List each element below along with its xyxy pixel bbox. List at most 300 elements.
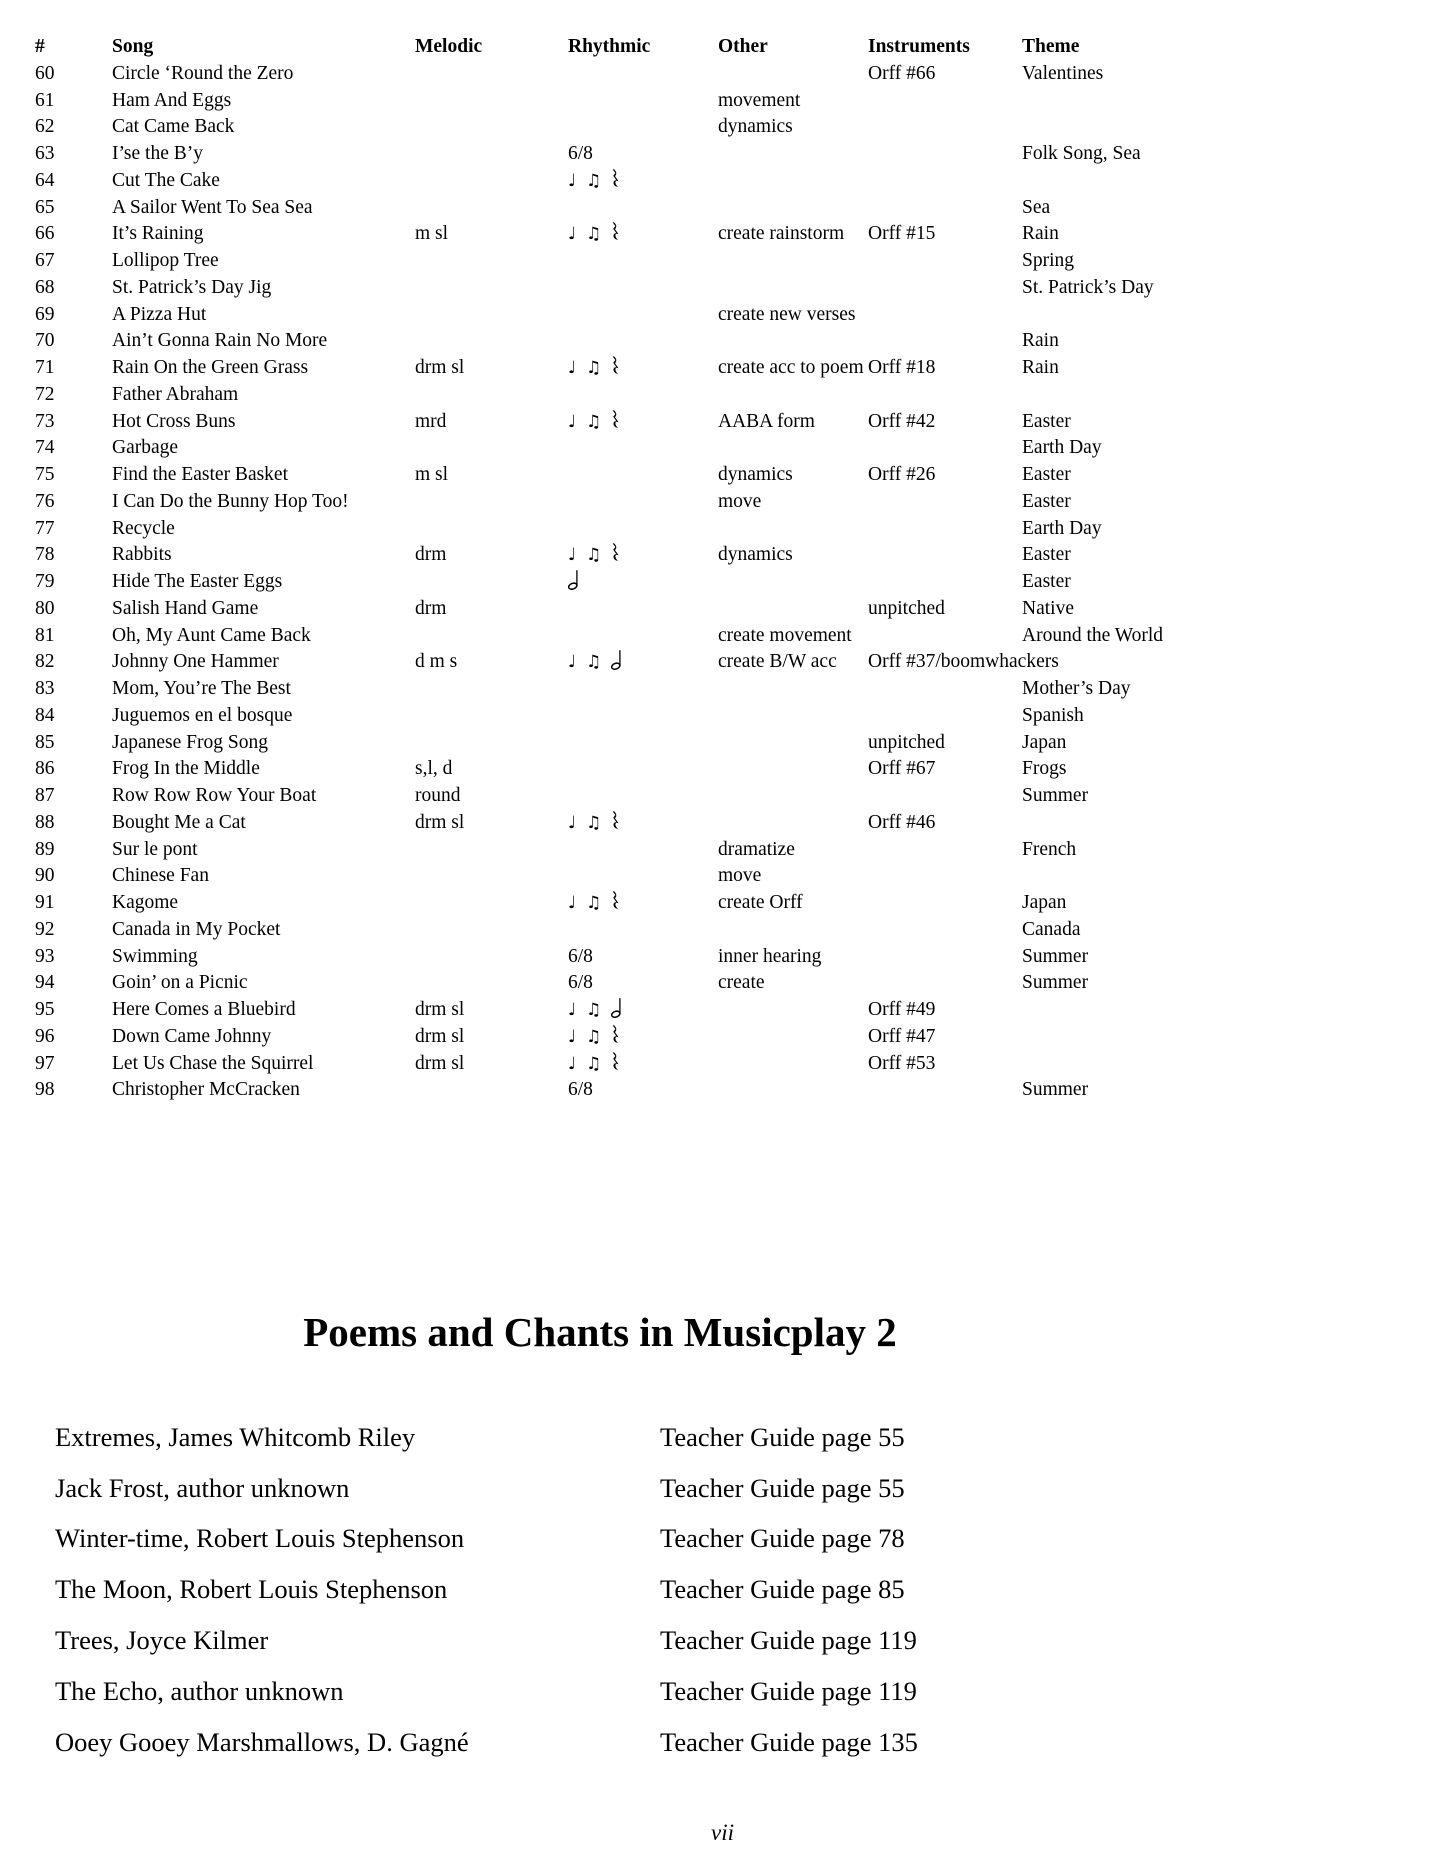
poem-title: The Echo, author unknown <box>55 1675 344 1706</box>
instruments-cell <box>868 837 1022 864</box>
table-row <box>35 168 1420 195</box>
table-row <box>35 863 1420 890</box>
song-number: 78 <box>35 544 55 566</box>
rhythmic-cell <box>568 302 718 329</box>
quarter-rest-icon <box>611 410 621 430</box>
melodic-cell: drm sl <box>415 357 465 378</box>
song-title: St. Patrick’s Day Jig <box>112 276 272 298</box>
page-number: vii <box>711 1820 734 1845</box>
theme-cell: Easter <box>1022 410 1071 432</box>
song-number: 94 <box>35 972 55 994</box>
other-cell <box>718 382 868 409</box>
rhythmic-cell <box>568 837 718 864</box>
theme-cell: St. Patrick’s Day <box>1022 276 1154 298</box>
other-cell <box>718 917 868 944</box>
table-row <box>35 275 1420 302</box>
other-cell <box>718 516 868 543</box>
quarter-rest-icon <box>611 356 621 376</box>
table-row <box>35 302 1420 329</box>
song-title: Mom, You’re The Best <box>112 678 291 699</box>
rhythmic-cell <box>568 221 718 248</box>
rhythmic-cell <box>568 649 718 676</box>
other-cell <box>718 61 868 88</box>
theme-cell: Easter <box>1022 544 1071 566</box>
theme-cell <box>1022 302 1420 329</box>
song-title: Chinese Fan <box>112 865 209 887</box>
song-number: 60 <box>35 62 55 84</box>
song-title: I Can Do the Bunny Hop Too! <box>112 490 349 512</box>
melodic-cell <box>415 248 568 275</box>
other-cell: dynamics <box>718 544 793 566</box>
quarter-note-icon: ♩ <box>568 1026 577 1047</box>
quarter-rest-icon <box>611 543 621 563</box>
table-row <box>35 944 1420 971</box>
melodic-cell <box>415 302 568 329</box>
other-cell <box>718 810 868 837</box>
poem-title: Winter-time, Robert Louis Stephenson <box>55 1523 465 1554</box>
melodic-cell <box>415 275 568 302</box>
table-row <box>35 569 1420 596</box>
melodic-cell <box>415 168 568 195</box>
melodic-cell <box>415 863 568 890</box>
table-row <box>35 676 1420 703</box>
rhythmic-cell <box>568 756 718 783</box>
table-row <box>35 917 1420 944</box>
poem-page-ref: Teacher Guide page 78 <box>660 1523 905 1554</box>
eighth-notes-icon: ♫ <box>586 224 602 245</box>
rhythmic-cell <box>568 382 718 409</box>
poem-page-ref: Teacher Guide page 55 <box>660 1421 905 1452</box>
half-note-icon <box>611 649 623 670</box>
theme-cell <box>1022 997 1420 1024</box>
theme-cell <box>1022 649 1420 676</box>
table-row <box>35 810 1420 837</box>
other-cell <box>718 596 868 623</box>
theme-cell <box>1022 382 1420 409</box>
quarter-note-icon: ♩ <box>568 893 577 913</box>
song-number: 85 <box>35 731 55 753</box>
other-cell: create movement <box>718 624 852 646</box>
col-header-instruments: Instruments <box>868 36 970 57</box>
song-title: Frog In the Middle <box>112 758 260 780</box>
table-row <box>35 890 1420 917</box>
other-cell: create new verses <box>718 303 856 325</box>
table-row <box>35 649 1420 676</box>
instruments-cell: Orff #18 <box>868 357 936 378</box>
table-row <box>35 88 1420 115</box>
rhythmic-cell <box>568 409 718 436</box>
song-number: 63 <box>35 143 55 164</box>
song-index-header-row <box>35 34 1420 61</box>
table-row <box>35 435 1420 462</box>
instruments-cell: unpitched <box>868 731 945 753</box>
melodic-cell: round <box>415 785 461 806</box>
other-cell <box>718 1024 868 1051</box>
half-note-icon <box>568 569 580 590</box>
instruments-cell: Orff #53 <box>868 1052 936 1074</box>
melodic-cell <box>415 195 568 222</box>
theme-cell: Rain <box>1022 330 1059 352</box>
table-row <box>35 195 1420 222</box>
table-row <box>35 542 1420 569</box>
song-title: Ain’t Gonna Rain No More <box>112 330 328 352</box>
rhythmic-cell <box>568 676 718 703</box>
other-cell <box>718 141 868 168</box>
table-row <box>35 730 1420 757</box>
instruments-cell: unpitched <box>868 597 945 619</box>
other-cell <box>718 676 868 703</box>
theme-cell: Folk Song, Sea <box>1022 143 1141 164</box>
song-title: Bought Me a Cat <box>112 811 246 833</box>
theme-cell: Japan <box>1022 892 1067 913</box>
song-number: 81 <box>35 624 55 646</box>
table-row <box>35 248 1420 275</box>
quarter-note-icon: ♩ <box>568 545 577 566</box>
instruments-cell <box>868 542 1022 569</box>
other-cell <box>718 730 868 757</box>
song-number: 86 <box>35 758 55 780</box>
instruments-cell <box>868 676 1022 703</box>
instruments-cell <box>868 863 1022 890</box>
rhythmic-cell <box>568 569 718 596</box>
rhythmic-cell <box>568 1024 718 1051</box>
instruments-cell <box>868 328 1022 355</box>
theme-cell: Rain <box>1022 357 1059 378</box>
song-title: Find the Easter Basket <box>112 464 289 485</box>
instruments-cell <box>868 275 1022 302</box>
song-index-table <box>35 34 1420 1104</box>
poem-title: Extremes, James Whitcomb Riley <box>55 1421 416 1452</box>
song-number: 98 <box>35 1079 55 1101</box>
song-title: Rain On the Green Grass <box>112 357 309 378</box>
rhythmic-cell <box>568 195 718 222</box>
rhythmic-cell <box>568 890 718 917</box>
eighth-notes-icon: ♫ <box>586 411 602 432</box>
theme-cell <box>1022 810 1420 837</box>
song-number: 87 <box>35 785 55 806</box>
table-row <box>35 1077 1420 1104</box>
melodic-cell <box>415 1077 568 1104</box>
poem-item <box>35 1412 1445 1463</box>
other-cell: create Orff <box>718 892 803 913</box>
instruments-cell: Orff #46 <box>868 811 936 833</box>
rhythmic-cell <box>568 730 718 757</box>
other-cell: create acc to poem <box>718 357 864 378</box>
song-title: Let Us Chase the Squirrel <box>112 1052 314 1074</box>
rhythmic-cell <box>568 703 718 730</box>
song-number: 90 <box>35 865 55 887</box>
instruments-cell <box>868 302 1022 329</box>
eighth-notes-icon: ♫ <box>586 358 602 378</box>
song-number: 88 <box>35 811 55 833</box>
other-cell <box>718 1077 868 1104</box>
song-title: Swimming <box>112 945 198 967</box>
col-header-theme: Theme <box>1022 36 1080 57</box>
song-number: 66 <box>35 223 55 245</box>
theme-cell <box>1022 1051 1420 1078</box>
time-signature: 6/8 <box>568 945 593 967</box>
song-title: Garbage <box>112 437 179 459</box>
song-number: 91 <box>35 892 55 913</box>
quarter-note-icon: ♩ <box>568 812 577 833</box>
song-title: I’se the B’y <box>112 143 203 164</box>
melodic-cell <box>415 917 568 944</box>
poem-item <box>35 1564 1445 1615</box>
melodic-cell: drm sl <box>415 1052 465 1074</box>
other-cell: dynamics <box>718 464 793 485</box>
rhythmic-cell <box>568 596 718 623</box>
instruments-cell <box>868 623 1022 650</box>
rhythmic-cell <box>568 1077 718 1104</box>
song-title: Johnny One Hammer <box>112 651 279 673</box>
song-number: 67 <box>35 250 55 271</box>
rhythmic-cell <box>568 61 718 88</box>
song-title: Salish Hand Game <box>112 597 259 619</box>
melodic-cell: drm <box>415 544 447 566</box>
melodic-cell <box>415 328 568 355</box>
rhythmic-cell <box>568 248 718 275</box>
melodic-cell <box>415 114 568 141</box>
song-title: Here Comes a Bluebird <box>112 999 296 1020</box>
song-number: 89 <box>35 838 55 860</box>
melodic-cell: drm sl <box>415 999 465 1020</box>
time-signature: 6/8 <box>568 143 593 164</box>
table-row <box>35 1051 1420 1078</box>
quarter-note-icon: ♩ <box>568 358 577 378</box>
song-title: Oh, My Aunt Came Back <box>112 624 311 646</box>
table-row <box>35 462 1420 489</box>
instruments-cell <box>868 516 1022 543</box>
melodic-cell <box>415 141 568 168</box>
melodic-cell: m sl <box>415 223 449 245</box>
song-number: 84 <box>35 704 55 726</box>
other-cell: movement <box>718 89 801 111</box>
song-number: 75 <box>35 464 55 485</box>
quarter-note-icon: ♩ <box>568 224 577 245</box>
table-row <box>35 596 1420 623</box>
instruments-cell: Orff #15 <box>868 223 936 245</box>
instruments-cell: Orff #47 <box>868 1025 936 1047</box>
rhythmic-cell <box>568 88 718 115</box>
song-title: A Sailor Went To Sea Sea <box>112 196 313 218</box>
song-title: Sur le pont <box>112 838 198 860</box>
rhythmic-cell <box>568 917 718 944</box>
poem-page-ref: Teacher Guide page 119 <box>660 1625 917 1656</box>
melodic-cell <box>415 944 568 971</box>
melodic-cell <box>415 730 568 757</box>
poem-item <box>35 1514 1445 1565</box>
quarter-rest-icon <box>611 811 621 831</box>
instruments-cell <box>868 783 1022 810</box>
theme-cell: Easter <box>1022 490 1071 512</box>
table-row <box>35 703 1420 730</box>
song-title: Christopher McCracken <box>112 1079 300 1101</box>
rhythmic-cell <box>568 141 718 168</box>
table-row <box>35 355 1420 382</box>
rhythmic-cell <box>568 355 718 382</box>
rhythmic-cell <box>568 516 718 543</box>
poem-page-ref: Teacher Guide page 85 <box>660 1574 905 1605</box>
instruments-cell: Orff #37/boomwhackers <box>868 651 1059 673</box>
song-title: A Pizza Hut <box>112 303 207 325</box>
col-header-melodic: Melodic <box>415 36 483 57</box>
melodic-cell <box>415 837 568 864</box>
poem-page-ref: Teacher Guide page 135 <box>660 1726 918 1757</box>
theme-cell: Valentines <box>1022 62 1104 84</box>
table-row <box>35 114 1420 141</box>
melodic-cell: mrd <box>415 410 447 432</box>
song-number: 61 <box>35 89 55 111</box>
rhythmic-cell <box>568 1051 718 1078</box>
other-cell: move <box>718 490 762 512</box>
theme-cell: Easter <box>1022 571 1071 592</box>
song-number: 73 <box>35 410 55 432</box>
song-title: Cut The Cake <box>112 169 220 191</box>
quarter-note-icon: ♩ <box>568 170 577 191</box>
theme-cell: Earth Day <box>1022 517 1102 539</box>
instruments-cell <box>868 890 1022 917</box>
theme-cell: Japan <box>1022 731 1067 753</box>
rhythmic-cell <box>568 328 718 355</box>
song-title: Row Row Row Your Boat <box>112 785 317 806</box>
time-signature: 6/8 <box>568 1079 593 1101</box>
quarter-note-icon: ♩ <box>568 1000 577 1020</box>
other-cell <box>718 328 868 355</box>
song-title: Kagome <box>112 892 179 913</box>
melodic-cell: s,l, d <box>415 758 453 780</box>
poem-title: Trees, Joyce Kilmer <box>55 1625 269 1656</box>
melodic-cell: d m s <box>415 651 458 673</box>
eighth-notes-icon: ♫ <box>586 893 602 913</box>
other-cell <box>718 703 868 730</box>
eighth-notes-icon: ♫ <box>586 1026 602 1047</box>
eighth-notes-icon: ♫ <box>586 545 602 566</box>
poem-page-ref: Teacher Guide page 55 <box>660 1472 905 1503</box>
song-number: 72 <box>35 383 55 405</box>
other-cell <box>718 1051 868 1078</box>
other-cell <box>718 997 868 1024</box>
song-number: 76 <box>35 490 55 512</box>
theme-cell: French <box>1022 838 1077 860</box>
rhythmic-cell <box>568 542 718 569</box>
other-cell <box>718 783 868 810</box>
theme-cell: Canada <box>1022 918 1081 940</box>
quarter-rest-icon <box>611 1025 621 1045</box>
instruments-cell: Orff #49 <box>868 999 936 1020</box>
song-number: 79 <box>35 571 55 592</box>
rhythmic-cell <box>568 863 718 890</box>
song-number: 80 <box>35 597 55 619</box>
song-number: 95 <box>35 999 55 1020</box>
poem-item <box>35 1666 1445 1717</box>
poem-item <box>35 1717 1445 1768</box>
song-number: 97 <box>35 1052 55 1074</box>
other-cell <box>718 195 868 222</box>
rhythmic-cell <box>568 114 718 141</box>
song-title: Ham And Eggs <box>112 89 232 111</box>
other-cell: AABA form <box>718 410 815 432</box>
melodic-cell <box>415 61 568 88</box>
other-cell <box>718 248 868 275</box>
theme-cell: Rain <box>1022 223 1059 245</box>
song-number: 70 <box>35 330 55 352</box>
instruments-cell: Orff #67 <box>868 758 936 780</box>
theme-cell: Summer <box>1022 972 1089 994</box>
melodic-cell <box>415 516 568 543</box>
theme-cell: Summer <box>1022 785 1089 806</box>
half-note-icon <box>611 997 623 1018</box>
poem-title: Ooey Gooey Marshmallows, D. Gagné <box>55 1726 469 1757</box>
melodic-cell <box>415 623 568 650</box>
table-row <box>35 783 1420 810</box>
other-cell <box>718 569 868 596</box>
eighth-notes-icon: ♫ <box>586 652 602 673</box>
melodic-cell <box>415 970 568 997</box>
poem-title: Jack Frost, author unknown <box>55 1472 350 1503</box>
melodic-cell <box>415 489 568 516</box>
song-title: Hide The Easter Eggs <box>112 571 283 592</box>
other-cell <box>718 756 868 783</box>
rhythmic-cell <box>568 997 718 1024</box>
table-row <box>35 997 1420 1024</box>
other-cell: inner hearing <box>718 945 822 967</box>
song-title: Circle ‘Round the Zero <box>112 62 294 84</box>
poem-page-ref: Teacher Guide page 119 <box>660 1675 917 1706</box>
other-cell: create <box>718 972 765 994</box>
instruments-cell <box>868 917 1022 944</box>
table-row <box>35 623 1420 650</box>
instruments-cell: Orff #66 <box>868 62 936 84</box>
melodic-cell <box>415 435 568 462</box>
instruments-cell <box>868 489 1022 516</box>
eighth-notes-icon: ♫ <box>586 1053 602 1074</box>
instruments-cell <box>868 114 1022 141</box>
song-title: Japanese Frog Song <box>112 731 268 753</box>
table-row <box>35 756 1420 783</box>
theme-cell: Spring <box>1022 250 1075 271</box>
theme-cell: Spanish <box>1022 704 1084 726</box>
melodic-cell <box>415 88 568 115</box>
instruments-cell: Orff #42 <box>868 410 936 432</box>
rhythmic-cell <box>568 783 718 810</box>
table-row <box>35 221 1420 248</box>
song-number: 64 <box>35 169 55 191</box>
other-cell: create B/W acc <box>718 651 837 673</box>
instruments-cell: Orff #26 <box>868 464 936 485</box>
eighth-notes-icon: ♫ <box>586 1000 602 1020</box>
song-title: Cat Came Back <box>112 116 235 138</box>
theme-cell: Around the World <box>1022 624 1164 646</box>
song-number: 65 <box>35 196 55 218</box>
song-title: Hot Cross Buns <box>112 410 236 432</box>
col-header-song: Song <box>112 36 154 57</box>
other-cell <box>718 275 868 302</box>
instruments-cell <box>868 195 1022 222</box>
quarter-rest-icon <box>611 1052 621 1072</box>
eighth-notes-icon: ♫ <box>586 170 602 191</box>
melodic-cell <box>415 382 568 409</box>
theme-cell: Mother’s Day <box>1022 678 1131 699</box>
song-title: It’s Raining <box>112 223 204 245</box>
theme-cell: Summer <box>1022 945 1089 967</box>
theme-cell: Frogs <box>1022 758 1067 780</box>
poems-section-title: Poems and Chants in Musicplay 2 <box>303 1309 897 1355</box>
melodic-cell: m sl <box>415 464 449 485</box>
melodic-cell <box>415 703 568 730</box>
other-cell: create rainstorm <box>718 223 845 245</box>
rhythmic-cell <box>568 462 718 489</box>
poem-title: The Moon, Robert Louis Stephenson <box>55 1574 448 1605</box>
